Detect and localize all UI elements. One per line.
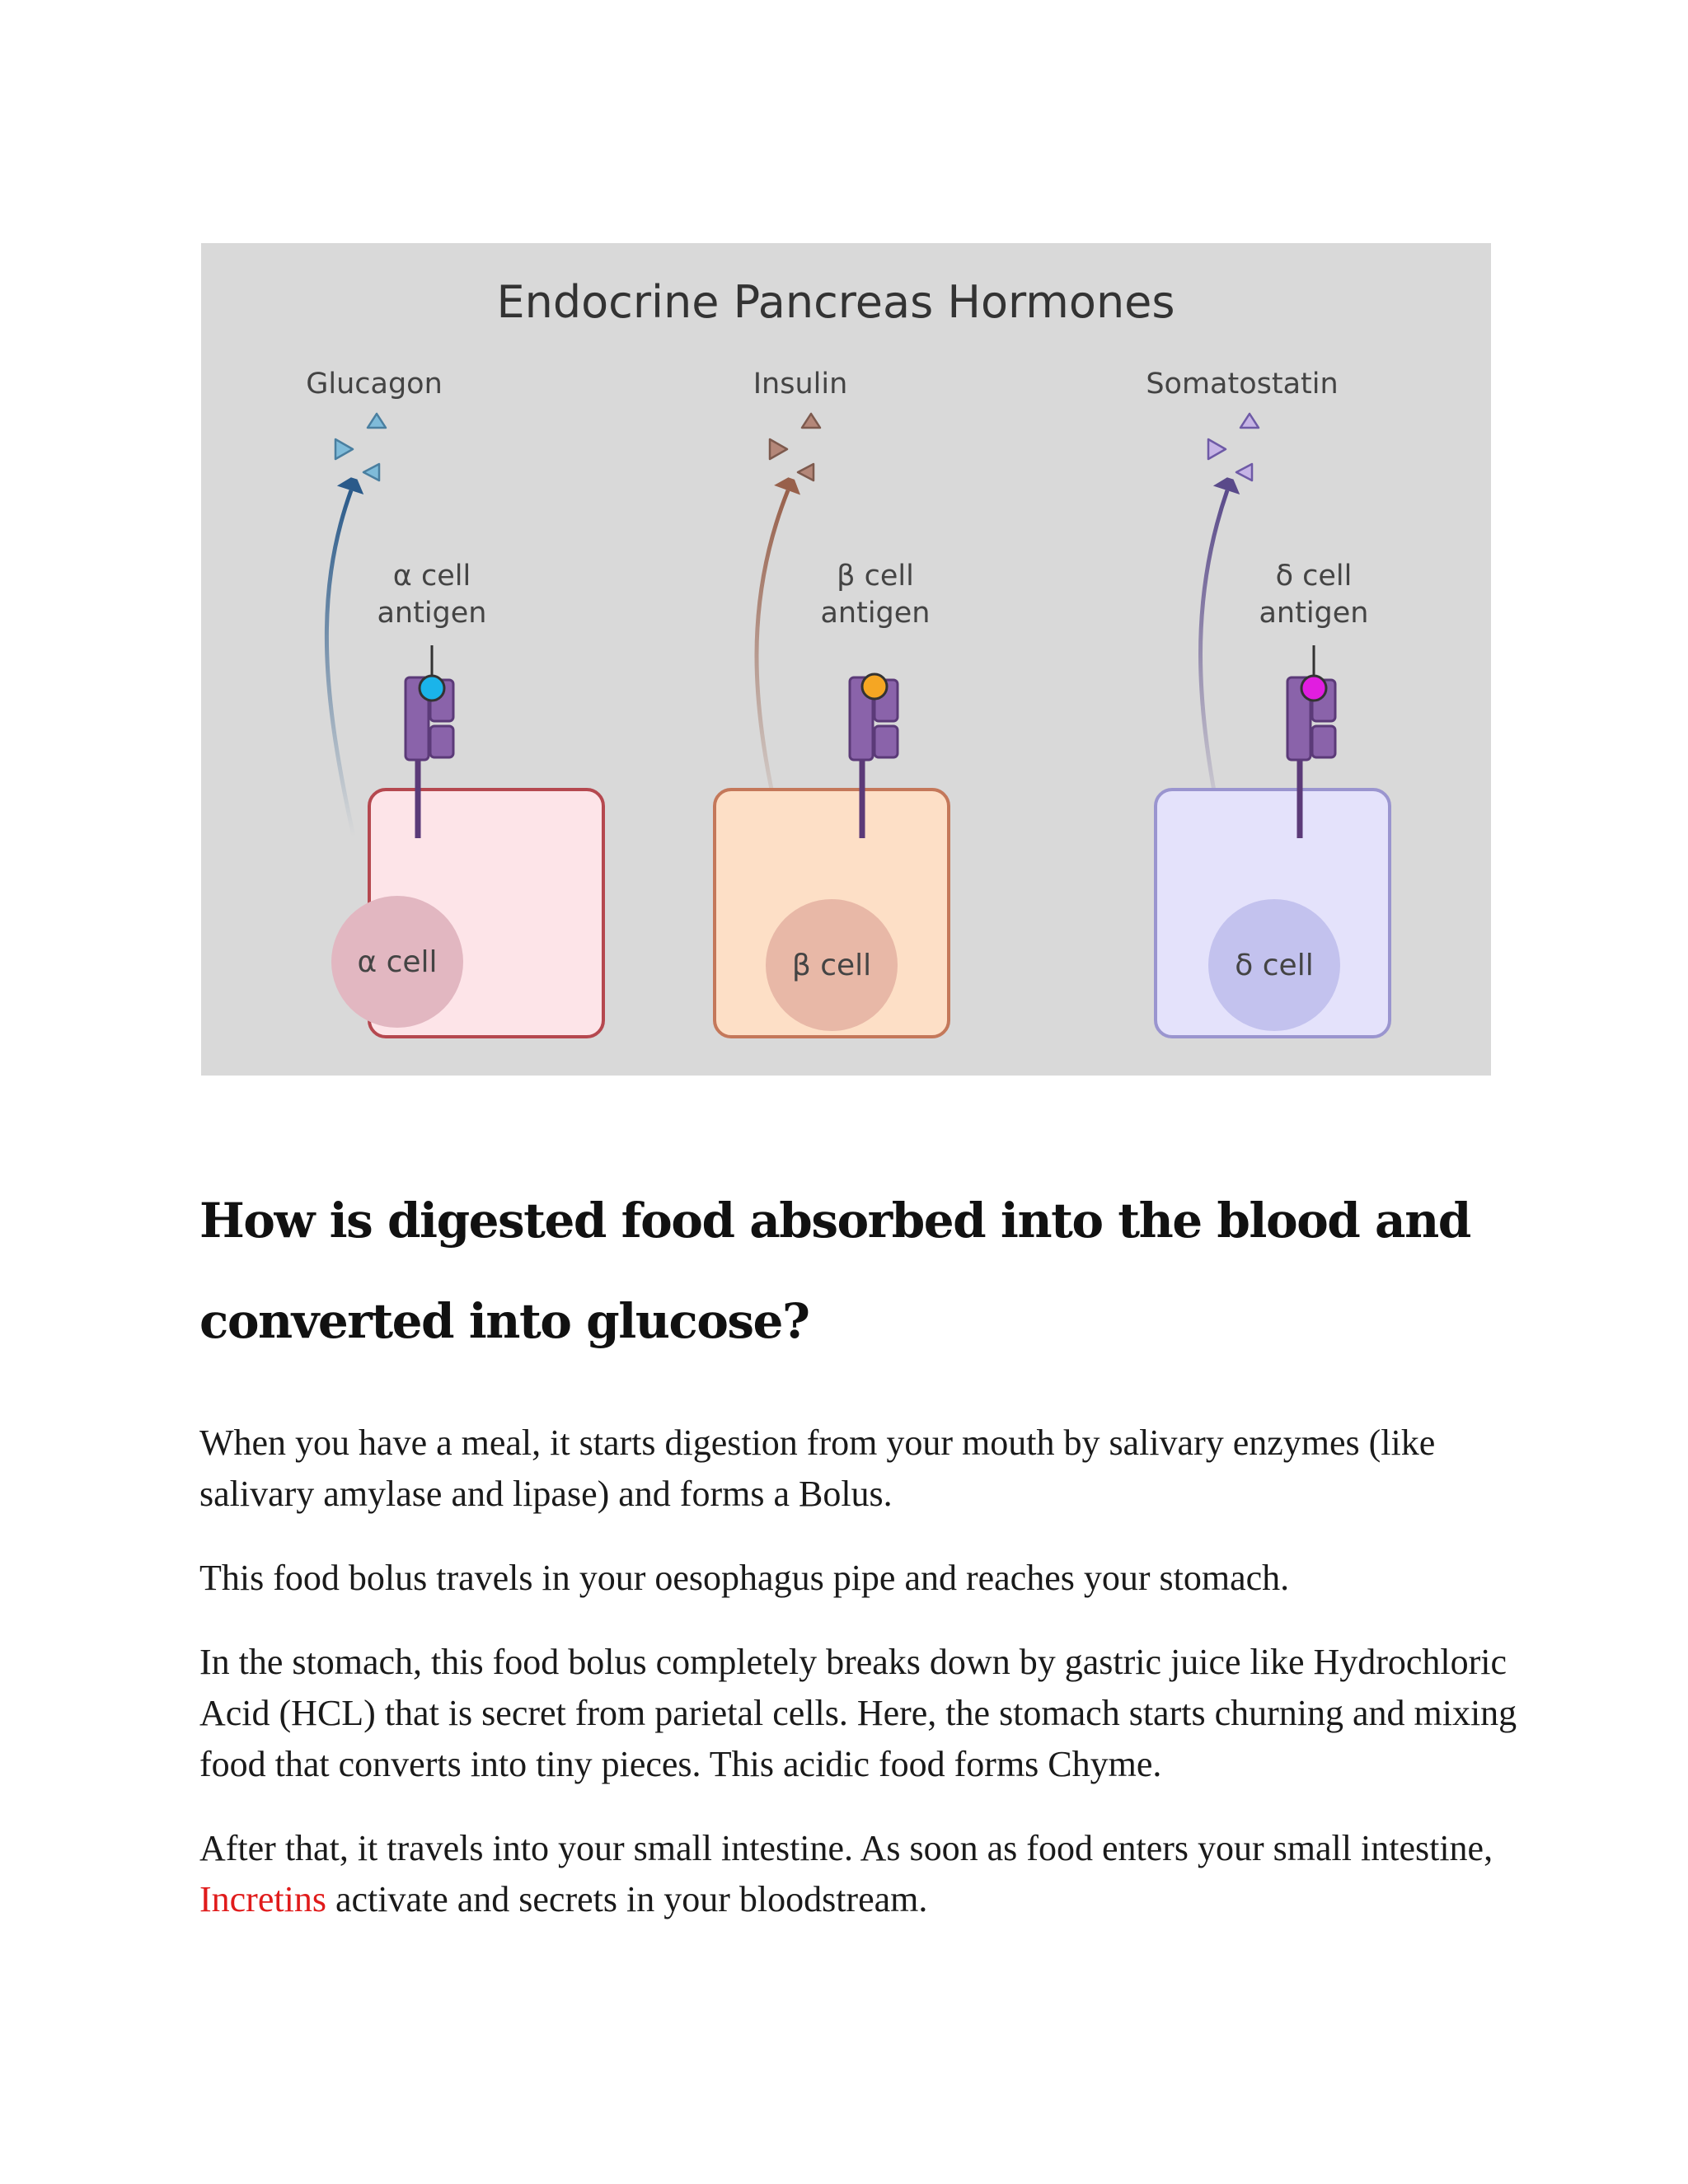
- antigen-label-alpha-line2: antigen: [377, 597, 487, 630]
- paragraph-3: In the stomach, this food bolus completely breaks down by gastric juice like Hydrochloric Acid (HCL) that is secret from parietal cells. Here, the stomach starts churning and mixing food that converts into tiny pieces. This acidic food forms Chyme.: [199, 1642, 1517, 1784]
- paragraph-4: [199, 1823, 1518, 1925]
- hormone-label-somatostatin: Somatostatin: [1146, 368, 1339, 401]
- delta-cell-label: δ cell: [1235, 949, 1314, 982]
- heading-line-2: converted into glucose?: [199, 1293, 809, 1349]
- antigen-dot-delta: [1301, 676, 1326, 701]
- antigen-dot-alpha: [420, 676, 444, 701]
- antigen-label-alpha-line1: α cell: [392, 560, 471, 593]
- figure-canvas: [201, 243, 1491, 1076]
- antigen-label-delta-line1: δ cell: [1275, 560, 1353, 593]
- antigen-label-delta-line2: antigen: [1259, 597, 1369, 630]
- paragraph-4-text-end: activate and secrets in your bloodstream.: [326, 1879, 928, 1919]
- figure-title: Endocrine Pancreas Hormones: [496, 276, 1175, 328]
- incretins-link[interactable]: Incretins: [199, 1879, 326, 1919]
- hormone-label-glucagon: Glucagon: [306, 368, 443, 401]
- paragraph-1: When you have a meal, it starts digestion from your mouth by salivary enzymes (like salivary amylase and lipase) and forms a Bolus.: [199, 1422, 1436, 1514]
- paragraph-2: This food bolus travels in your oesophagus pipe and reaches your stomach.: [199, 1558, 1290, 1598]
- alpha-cell-label: α cell: [357, 945, 438, 979]
- paragraph-4-text-start: After that, it travels into your small intestine. As soon as food enters your small intestine,: [199, 1828, 1493, 1868]
- article-body: [199, 1418, 1518, 1958]
- beta-cell-label: β cell: [791, 949, 872, 982]
- antigen-label-beta-line2: antigen: [820, 597, 931, 630]
- endocrine-pancreas-figure: [201, 243, 1491, 1076]
- antigen-label-beta-line1: β cell: [837, 560, 914, 593]
- hormone-label-insulin: Insulin: [753, 368, 848, 401]
- heading-line-1: How is digested food absorbed into the blood and: [199, 1193, 1470, 1249]
- antigen-dot-beta: [862, 674, 887, 699]
- article-heading: [199, 1170, 1518, 1371]
